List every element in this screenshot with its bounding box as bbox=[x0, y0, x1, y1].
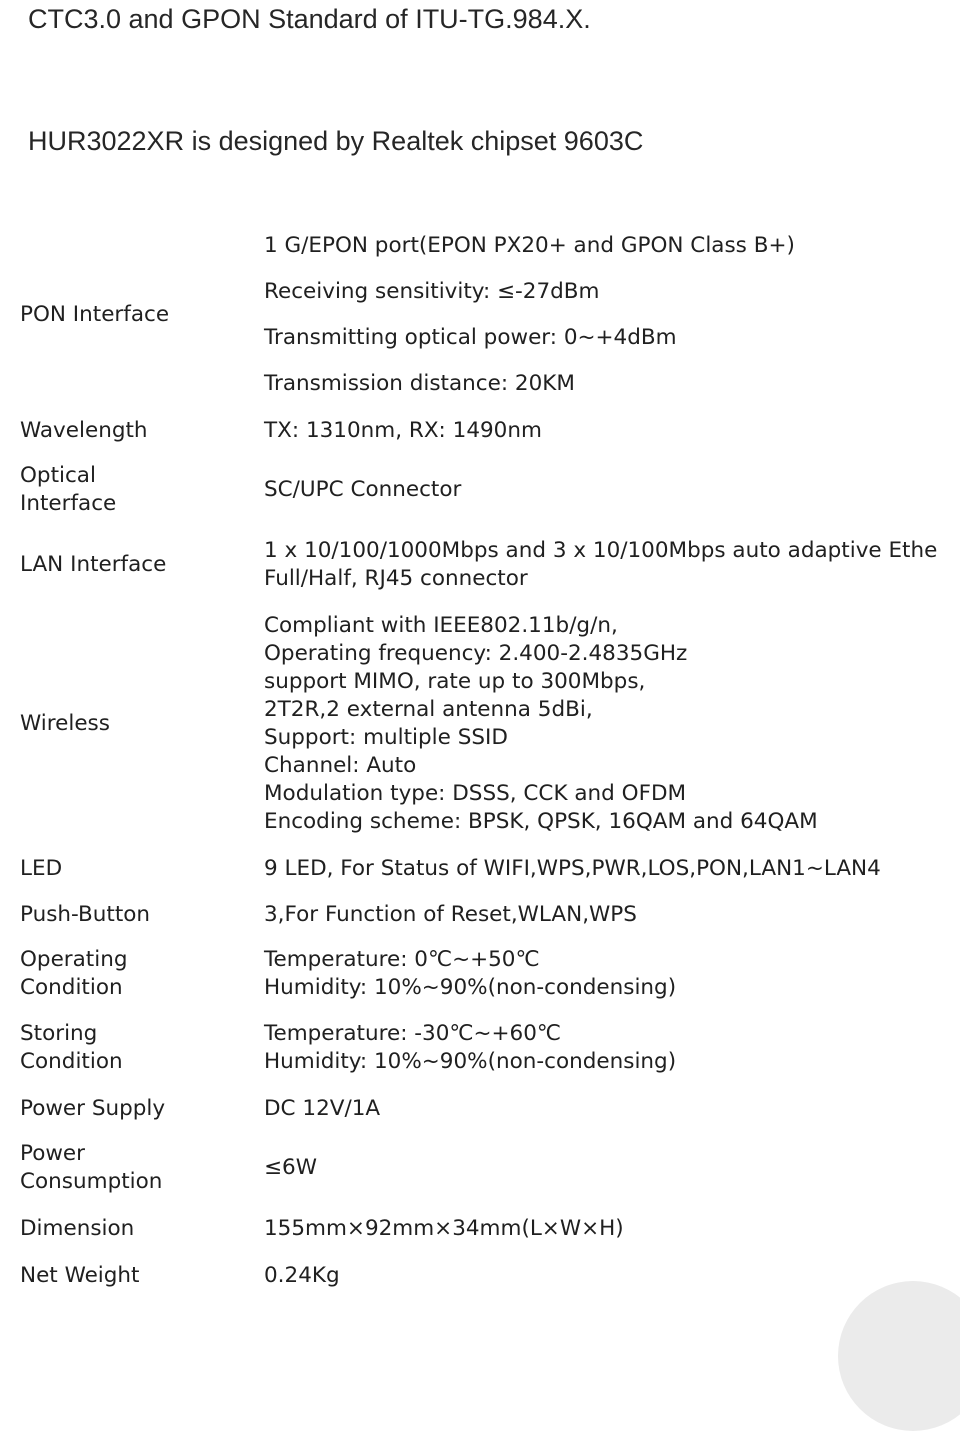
spec-label-text: Wavelength bbox=[20, 418, 148, 443]
spec-label-text: Optical Interface bbox=[20, 463, 117, 516]
spec-row-power-supply bbox=[0, 1092, 960, 1126]
spec-label bbox=[20, 1092, 250, 1126]
spec-value-line: Support: multiple SSID bbox=[264, 725, 508, 750]
spec-label bbox=[20, 414, 250, 448]
spec-value bbox=[264, 1019, 960, 1077]
spec-value-line: ≤6W bbox=[264, 1155, 317, 1180]
spec-value bbox=[264, 1212, 960, 1246]
spec-label-text: Operating Condition bbox=[20, 947, 128, 1000]
spec-row-wavelength bbox=[0, 414, 960, 448]
spec-value-line: 1 G/EPON port(EPON PX20+ and GPON Class B+) bbox=[264, 233, 795, 258]
spec-value-line: support MIMO, rate up to 300Mbps, bbox=[264, 669, 646, 694]
spec-label-text: Net Weight bbox=[20, 1263, 140, 1288]
spec-row-dimension bbox=[0, 1212, 960, 1246]
spec-value-line: Humidity: 10%~90%(non-condensing) bbox=[264, 1049, 677, 1074]
spec-value bbox=[264, 898, 960, 932]
spec-value-line: TX: 1310nm, RX: 1490nm bbox=[264, 418, 542, 443]
intro-standard-text: CTC3.0 and GPON Standard of ITU-TG.984.X. bbox=[28, 4, 591, 34]
spec-value-line: Temperature: -30℃~+60℃ bbox=[264, 1021, 562, 1046]
spec-value-line: SC/UPC Connector bbox=[264, 477, 462, 502]
spec-value-line: 1 x 10/100/1000Mbps and 3 x 10/100Mbps auto adaptive Ethe bbox=[264, 538, 938, 563]
spec-label bbox=[20, 223, 250, 407]
spec-row-power-consumption bbox=[0, 1139, 960, 1197]
spec-label-text: Storing Condition bbox=[20, 1021, 123, 1074]
floating-action-button[interactable] bbox=[838, 1281, 960, 1431]
spec-row-operating-condition bbox=[0, 945, 960, 1003]
spec-label-text: Wireless bbox=[20, 711, 110, 736]
spec-label bbox=[20, 1212, 250, 1246]
spec-value-line: 2T2R,2 external antenna 5dBi, bbox=[264, 697, 593, 722]
spec-label-text: PON Interface bbox=[20, 302, 170, 327]
spec-row-push-button bbox=[0, 898, 960, 932]
spec-label-text: Dimension bbox=[20, 1216, 135, 1241]
spec-value-line: Transmission distance: 20KM bbox=[264, 371, 575, 396]
spec-value bbox=[264, 1092, 960, 1126]
spec-value bbox=[264, 223, 960, 407]
spec-label bbox=[20, 1139, 250, 1197]
spec-row-optical-interface bbox=[0, 461, 960, 519]
spec-label-text: Push-Button bbox=[20, 902, 151, 927]
spec-value-line: 3,For Function of Reset,WLAN,WPS bbox=[264, 902, 637, 927]
spec-label-text: Power Supply bbox=[20, 1096, 166, 1121]
spec-value bbox=[264, 852, 960, 886]
spec-value-line: 155mm×92mm×34mm(L×W×H) bbox=[264, 1216, 624, 1241]
spec-row-storing-condition bbox=[0, 1019, 960, 1077]
spec-value-line: Temperature: 0℃~+50℃ bbox=[264, 947, 540, 972]
spec-label-text: LED bbox=[20, 856, 63, 881]
spec-value bbox=[264, 945, 960, 1003]
spec-value-line: Transmitting optical power: 0~+4dBm bbox=[264, 325, 677, 350]
spec-row-pon-interface bbox=[0, 223, 960, 407]
spec-value-line: 0.24Kg bbox=[264, 1263, 340, 1288]
spec-label bbox=[20, 611, 250, 837]
spec-value-line: Encoding scheme: BPSK, QPSK, 16QAM and 64QAM bbox=[264, 809, 818, 834]
spec-label bbox=[20, 461, 250, 519]
spec-value bbox=[264, 414, 960, 448]
spec-row-led bbox=[0, 852, 960, 886]
spec-value-line: DC 12V/1A bbox=[264, 1096, 381, 1121]
spec-label bbox=[20, 945, 250, 1003]
spec-value-line: Operating frequency: 2.400-2.4835GHz bbox=[264, 641, 688, 666]
spec-value-line: 9 LED, For Status of WIFI,WPS,PWR,LOS,PON,LAN1~LAN4 bbox=[264, 856, 881, 881]
spec-value-line: Full/Half, RJ45 connector bbox=[264, 566, 528, 591]
spec-value-line: Modulation type: DSSS, CCK and OFDM bbox=[264, 781, 687, 806]
spec-label-text: Power Consumption bbox=[20, 1141, 163, 1194]
spec-label bbox=[20, 898, 250, 932]
spec-value-line: Humidity: 10%~90%(non-condensing) bbox=[264, 975, 677, 1000]
spec-value-line: Receiving sensitivity: ≤-27dBm bbox=[264, 279, 600, 304]
spec-value-line: Channel: Auto bbox=[264, 753, 417, 778]
spec-label-text: LAN Interface bbox=[20, 552, 167, 577]
spec-row-wireless bbox=[0, 611, 960, 837]
spec-value bbox=[264, 461, 960, 519]
intro-chipset-text: HUR3022XR is designed by Realtek chipset 9603C bbox=[28, 126, 644, 156]
spec-row-net-weight bbox=[0, 1259, 960, 1293]
spec-label bbox=[20, 1019, 250, 1077]
spec-label bbox=[20, 1259, 250, 1293]
spec-value-line: Compliant with IEEE802.11b/g/n, bbox=[264, 613, 618, 638]
spec-value bbox=[264, 535, 960, 595]
spec-value bbox=[264, 611, 960, 837]
spec-value bbox=[264, 1139, 960, 1197]
spec-label bbox=[20, 852, 250, 886]
spec-row-lan-interface bbox=[0, 535, 960, 595]
spec-value bbox=[264, 1259, 960, 1293]
spec-label bbox=[20, 535, 250, 595]
